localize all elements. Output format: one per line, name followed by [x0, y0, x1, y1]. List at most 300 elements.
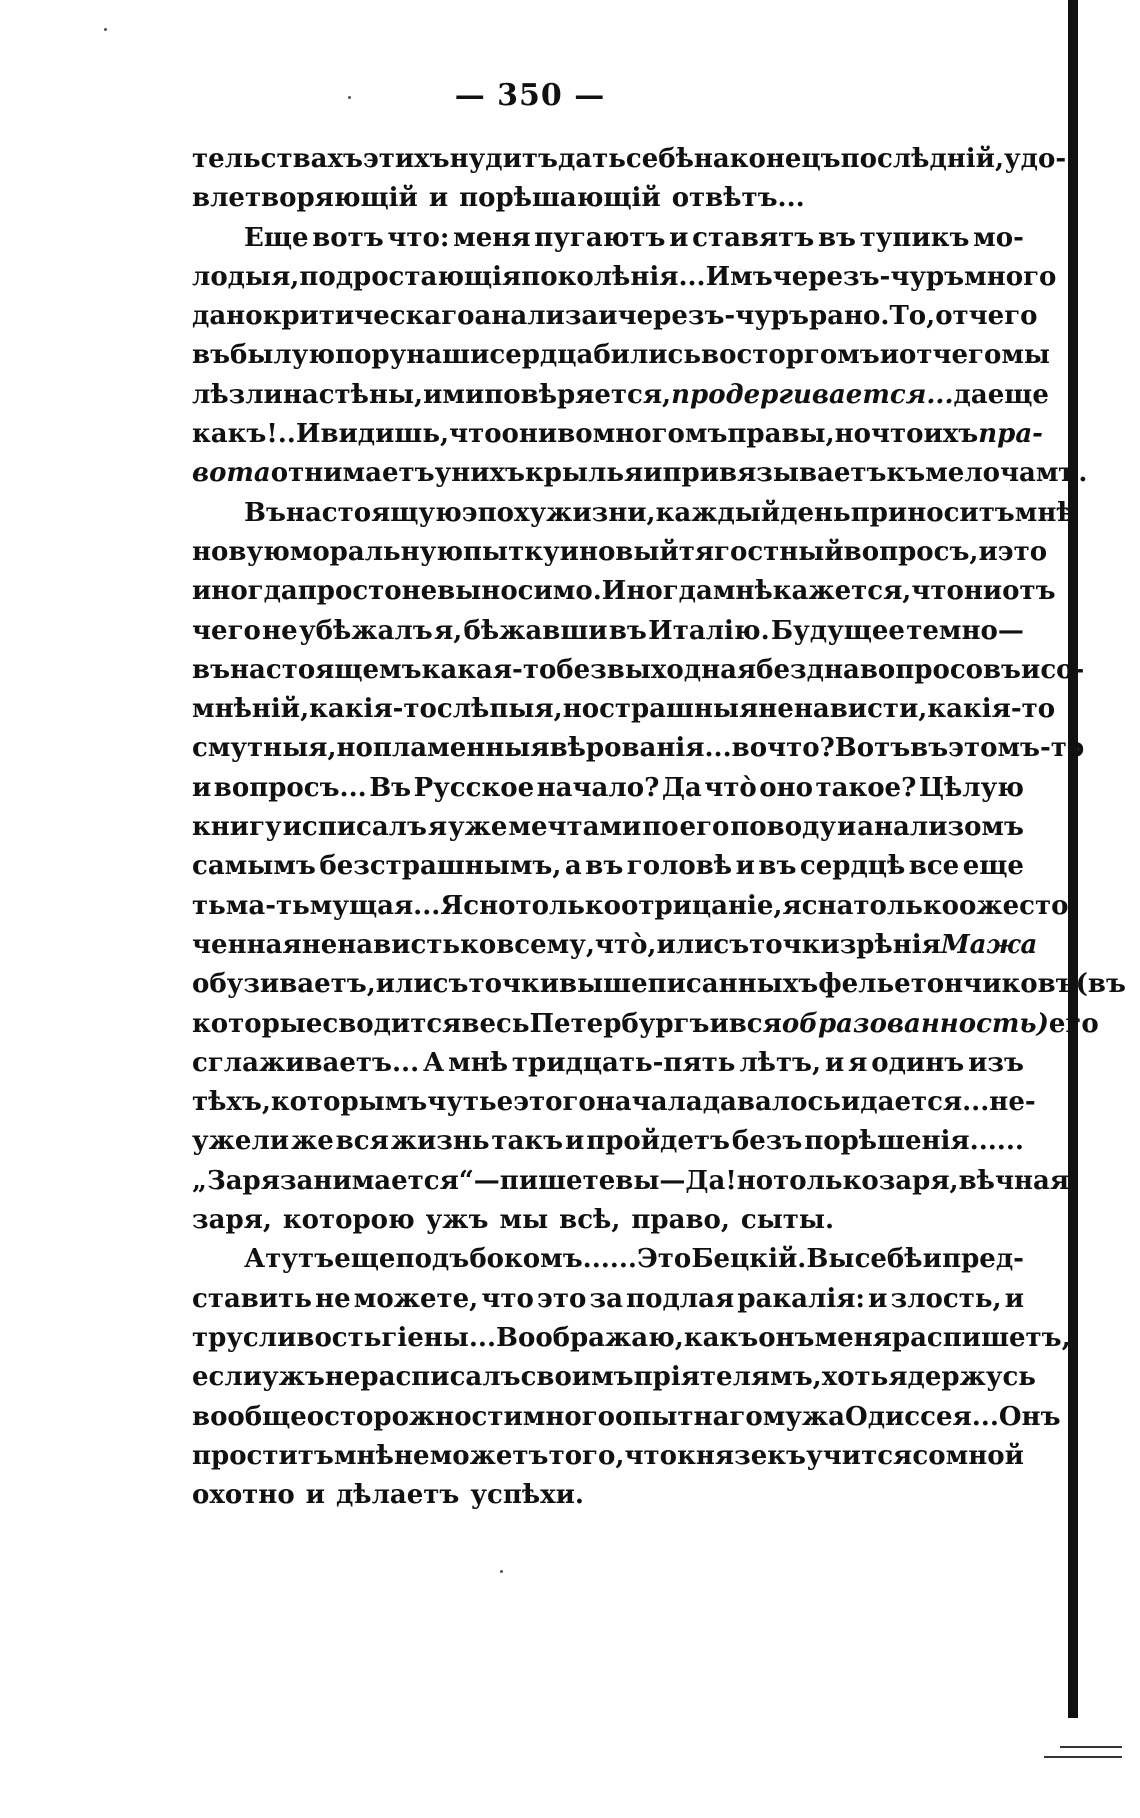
word: тягостный: [678, 536, 844, 567]
word: распишетъ,: [891, 1322, 1071, 1353]
word: Будущее: [770, 615, 905, 646]
word: и: [840, 1087, 861, 1118]
word: расписалъ: [360, 1362, 521, 1393]
word: пріятелямъ,: [633, 1362, 822, 1393]
text-line: [192, 1319, 1071, 1358]
word: Одиссея...: [845, 1401, 999, 1432]
word: а: [564, 851, 582, 882]
text-line: [192, 1398, 1061, 1437]
word: видишь,: [320, 419, 450, 450]
word: поколѣнія...: [521, 261, 706, 292]
word: поводу: [730, 812, 837, 843]
word: Бецкій.: [691, 1244, 807, 1275]
word: бокомъ......: [469, 1244, 637, 1275]
word: А: [423, 1047, 445, 1078]
word: повѣряется,: [484, 379, 672, 410]
word: бились: [593, 340, 702, 371]
word: еще: [987, 379, 1049, 410]
word: въ: [585, 851, 624, 882]
text-line: [192, 1201, 1024, 1240]
word: обузиваетъ,: [192, 969, 376, 1000]
word: и: [428, 183, 449, 214]
word: и: [1021, 654, 1041, 685]
text-line: [192, 612, 1024, 651]
scanned-page-edge-mark: [1044, 1756, 1122, 1758]
word: эпоху: [461, 497, 547, 528]
word: вся: [728, 1008, 782, 1039]
word: многоопытнаго: [522, 1401, 763, 1432]
word: и: [192, 772, 212, 803]
word: меня: [814, 1322, 892, 1353]
word: и: [559, 536, 579, 567]
word: себѣ: [854, 1244, 923, 1275]
word: подъ: [395, 1244, 470, 1275]
word: ченная: [192, 929, 302, 960]
word: мы: [1001, 340, 1050, 371]
word: которые: [192, 1008, 323, 1039]
word: вопросъ...: [213, 772, 367, 803]
word: каждый: [655, 497, 781, 528]
word: Вы: [806, 1244, 855, 1275]
word: тупикъ: [859, 222, 970, 253]
word: новую: [192, 536, 290, 567]
word: черезъ-чуръ: [617, 301, 809, 332]
word: заря,: [192, 1205, 272, 1236]
word: со: [912, 1440, 946, 1471]
body-text: [192, 140, 1126, 1515]
word: изъ: [968, 1047, 1024, 1078]
word: пытку: [463, 536, 560, 567]
text-line: [192, 140, 1067, 179]
word: „Заря: [192, 1165, 280, 1196]
word: не-: [989, 1087, 1036, 1118]
word: какая-то: [421, 654, 557, 685]
word: не: [315, 1283, 351, 1314]
word: страшныя: [599, 694, 759, 725]
text-line: [192, 1005, 1099, 1044]
word: безъ: [731, 1126, 803, 1157]
word: что: [911, 576, 964, 607]
word: пра-: [978, 419, 1043, 450]
word: наши: [406, 340, 490, 371]
word: бездна: [756, 654, 860, 685]
word: во: [731, 733, 768, 764]
word: весь: [461, 1008, 530, 1039]
word: того,: [548, 1440, 625, 1471]
word: самымъ: [192, 851, 316, 882]
word: фельетончиковъ: [818, 969, 1076, 1000]
word: тѣхъ,: [192, 1087, 271, 1118]
word: и: [836, 812, 857, 843]
word: невыносимо.: [401, 576, 602, 607]
word: оно: [759, 772, 813, 803]
word: книгу: [192, 812, 282, 843]
word: давалось: [702, 1087, 841, 1118]
word: Въ: [369, 772, 412, 803]
word: какія-то: [927, 694, 1056, 725]
word: отчего: [899, 340, 1002, 371]
word: Еще: [244, 222, 309, 253]
word: порѣшенія......: [804, 1126, 1024, 1157]
word: или: [375, 969, 433, 1000]
word: этихъ: [362, 144, 450, 174]
word: ставятъ: [692, 222, 815, 253]
word: безвыходная: [556, 654, 757, 685]
word: безстрашнымъ,: [319, 851, 562, 882]
word: проститъ: [192, 1440, 334, 1471]
text-line: [192, 808, 1024, 847]
word: ко: [460, 929, 497, 960]
word: не: [324, 1362, 361, 1393]
word: онъ: [758, 1322, 815, 1353]
word: въ: [910, 733, 949, 764]
word: образованность): [781, 1008, 1049, 1039]
word: сердца: [489, 340, 594, 371]
word: ракалія:: [737, 1283, 866, 1314]
word: сыты.: [740, 1205, 835, 1236]
word: что: [871, 419, 924, 450]
word: Это: [637, 1244, 692, 1275]
scanned-page-edge-mark: [1060, 1746, 1122, 1748]
word: Мажа: [940, 929, 1038, 960]
word: ихъ: [923, 419, 979, 450]
word: вся: [335, 1126, 389, 1157]
word: какія-то: [309, 694, 437, 725]
word: ими: [423, 379, 485, 410]
word: иногда: [192, 576, 298, 607]
word: только: [853, 890, 959, 921]
word: мужа: [762, 1401, 846, 1432]
word: вы—Да!: [615, 1165, 737, 1196]
word: его: [1048, 1008, 1099, 1039]
word: удо-: [1004, 144, 1067, 174]
word: осторожности: [306, 1401, 523, 1432]
word: мнѣ: [1014, 497, 1075, 528]
word: но: [834, 419, 872, 450]
scan-speck: [104, 28, 107, 31]
word: князекъ: [677, 1440, 806, 1471]
word: и: [868, 1283, 888, 1314]
word: ожесто-: [958, 890, 1080, 921]
word: день: [780, 497, 851, 528]
paragraph-first-line: [192, 494, 1075, 533]
word: Вотъ: [834, 733, 911, 764]
word: только: [515, 890, 622, 921]
word: но: [336, 733, 373, 764]
word: точки: [468, 969, 559, 1000]
word: моральную: [289, 536, 464, 567]
word: какъ: [683, 1322, 759, 1353]
word: исписалъ: [282, 812, 427, 843]
word: лѣтъ,: [739, 1047, 822, 1078]
word: тутъ: [265, 1244, 335, 1275]
text-line: [192, 415, 1043, 454]
word: жизнь: [390, 1126, 490, 1157]
word: мнѣ: [333, 1440, 394, 1471]
text-line: [192, 1083, 1036, 1122]
word: или: [656, 929, 714, 960]
word: точки: [749, 929, 840, 960]
word: если: [192, 1362, 262, 1393]
word: въ: [758, 851, 797, 882]
word: То,: [889, 301, 936, 332]
word: бѣжавши: [463, 615, 608, 646]
word: которою: [282, 1205, 415, 1236]
word: своимъ: [520, 1362, 634, 1393]
word: это: [537, 1283, 587, 1314]
word: вотъ: [312, 222, 384, 253]
word: и: [643, 458, 663, 489]
word: вѣрованія...: [549, 733, 732, 764]
word: новый: [578, 536, 679, 567]
word: и: [1004, 1283, 1024, 1314]
word: мо-: [973, 222, 1024, 253]
page-number: — 350 —: [454, 78, 606, 113]
word: но: [562, 694, 600, 725]
word: и: [922, 1244, 942, 1275]
word: тьма-тьмущая...: [192, 890, 441, 921]
word: порѣшающій: [459, 183, 661, 214]
text-line: [192, 1358, 1036, 1397]
word: этого: [513, 1087, 596, 1118]
word: пламенныя: [372, 733, 550, 764]
word: привязываетъ: [662, 458, 887, 489]
word: ясна: [782, 890, 854, 921]
word: (въ: [1075, 969, 1126, 1000]
word: на: [282, 379, 319, 410]
word: и: [824, 1047, 845, 1078]
word: это: [997, 536, 1048, 567]
word: и: [709, 1008, 729, 1039]
word: еще: [334, 1244, 396, 1275]
word: себѣ: [625, 144, 694, 174]
word: они: [501, 419, 558, 450]
word: черезъ-чуръ: [772, 261, 965, 292]
word: и: [978, 536, 998, 567]
word: заря,: [878, 1165, 959, 1196]
text-line: [192, 572, 1056, 611]
word: что:: [387, 222, 450, 253]
word: всему,: [496, 929, 595, 960]
word: Онъ: [998, 1401, 1061, 1432]
paragraph-first-line: [192, 1240, 1024, 1279]
word: Имъ: [705, 261, 773, 292]
word: ни: [963, 576, 1003, 607]
word: и: [565, 1126, 585, 1157]
word: подростающія: [299, 261, 522, 292]
word: я: [888, 1362, 908, 1393]
word: чутье: [427, 1087, 514, 1118]
word: къ: [886, 458, 926, 489]
word: во: [557, 419, 593, 450]
word: Въ: [244, 497, 286, 528]
word: вопросовъ: [859, 654, 1022, 685]
word: что?: [767, 733, 835, 764]
word: Ясно: [440, 890, 516, 921]
word: въ: [817, 222, 856, 253]
text-line: [192, 533, 1048, 572]
word: Петербургъ: [529, 1008, 710, 1039]
word: да: [953, 379, 988, 410]
word: тридцать-пять: [511, 1047, 736, 1078]
word: дано: [192, 301, 263, 332]
word: ставить: [192, 1283, 312, 1314]
scan-speck: [500, 1570, 503, 1573]
word: которымъ: [270, 1087, 428, 1118]
text-line: [192, 965, 1126, 1004]
word: убѣжалъ: [299, 615, 433, 646]
word: занимается“—пишете: [279, 1165, 616, 1196]
word: стѣны,: [318, 379, 424, 410]
word: что: [449, 419, 502, 450]
word: ужели: [192, 1126, 290, 1157]
word: гіены...: [381, 1322, 496, 1353]
word: сердцѣ: [799, 851, 906, 882]
word: отвѣтъ...: [671, 183, 805, 214]
word: и: [669, 222, 689, 253]
word: настоящемъ: [230, 654, 422, 685]
word: уже: [448, 812, 508, 843]
word: этомъ-то: [948, 733, 1085, 764]
word: одинъ: [871, 1047, 965, 1078]
word: трусливость: [192, 1322, 382, 1353]
word: охотно: [192, 1480, 295, 1511]
word: нихъ: [451, 458, 525, 489]
word: головѣ: [626, 851, 733, 882]
word: настоящую: [285, 497, 462, 528]
word: всѣ,: [559, 1205, 621, 1236]
word: мной: [945, 1440, 1024, 1471]
text-line: [192, 258, 1057, 297]
text-line: [192, 1437, 1024, 1476]
word: отъ: [1002, 576, 1056, 607]
word: Да: [661, 772, 702, 803]
word: анализа: [474, 301, 599, 332]
word: Цѣлую: [918, 772, 1024, 803]
word: злость,: [890, 1283, 1002, 1314]
text-line: [192, 690, 1056, 729]
word: вообще: [192, 1401, 307, 1432]
text-line: [192, 651, 1085, 690]
text-line: [192, 926, 1038, 965]
text-line: [192, 847, 1024, 886]
word: А: [244, 1244, 266, 1275]
word: пугаютъ: [534, 222, 666, 253]
word: что̀,: [594, 929, 657, 960]
word: ненависть: [301, 929, 461, 960]
word: лѣзли: [192, 379, 283, 410]
word: я: [427, 812, 448, 843]
word: тельствахъ: [192, 144, 363, 174]
word: дается...: [860, 1087, 990, 1118]
word: какъ!..: [192, 419, 296, 450]
word: отчего: [935, 301, 1038, 332]
word: и: [735, 851, 755, 882]
word: пред-: [942, 1244, 1024, 1275]
word: крылья: [525, 458, 644, 489]
word: мнѣ: [448, 1047, 509, 1078]
word: лодыя,: [192, 261, 300, 292]
word: ужъ: [262, 1362, 325, 1393]
word: зрѣнія: [839, 929, 941, 960]
word: хоть: [821, 1362, 889, 1393]
word: все: [908, 851, 960, 882]
word: за: [589, 1283, 623, 1314]
word: вопросъ,: [843, 536, 979, 567]
word: подлая: [626, 1283, 735, 1314]
word: въ: [192, 340, 231, 371]
text-line: [192, 1044, 1024, 1083]
word: не: [394, 1440, 430, 1471]
word: мнѣній,: [192, 694, 310, 725]
paragraph-first-line: [192, 219, 1024, 258]
word: мечтами: [508, 812, 642, 843]
text-line: [192, 1122, 1024, 1161]
word: темно—: [906, 615, 1024, 646]
word: учится: [806, 1440, 913, 1471]
word: я: [848, 1047, 868, 1078]
word: по: [642, 812, 679, 843]
word: я,: [433, 615, 463, 646]
word: много: [964, 261, 1057, 292]
word: вота: [192, 458, 271, 489]
word: былую: [230, 340, 336, 371]
word: такое?: [815, 772, 917, 803]
word: отнимаетъ: [270, 458, 435, 489]
word: въ: [192, 654, 231, 685]
word: мнѣ: [712, 576, 773, 607]
word: жизни,: [546, 497, 656, 528]
word: не: [262, 615, 298, 646]
word: послѣдній,: [840, 144, 1005, 174]
text-line: [192, 887, 1080, 926]
word: держусь: [907, 1362, 1036, 1393]
word: вышеписанныхъ: [559, 969, 819, 1000]
word: и: [879, 340, 900, 371]
word: начало?: [536, 772, 660, 803]
word: ужъ: [425, 1205, 489, 1236]
word: что: [624, 1440, 677, 1471]
word: мы: [499, 1205, 549, 1236]
word: чего: [192, 615, 261, 646]
word: но: [736, 1165, 774, 1196]
word: начала: [595, 1087, 703, 1118]
word: съ: [432, 969, 469, 1000]
word: просто: [297, 576, 402, 607]
word: многомъ: [592, 419, 728, 450]
word: въ: [608, 615, 647, 646]
word: и: [305, 1480, 325, 1511]
word: такъ: [491, 1126, 564, 1157]
word: еще: [962, 851, 1024, 882]
word: дѣлаетъ: [335, 1480, 460, 1511]
text-line: [192, 336, 1050, 375]
word: критическаго: [262, 301, 475, 332]
text-line: [192, 376, 1049, 415]
word: вѣчная: [958, 1165, 1070, 1196]
word: восторгомъ: [701, 340, 880, 371]
word: Иногда: [601, 576, 713, 607]
word: пору: [335, 340, 407, 371]
word: ненависти,: [758, 694, 928, 725]
word: и: [598, 301, 618, 332]
word: правы,: [727, 419, 835, 450]
word: его: [679, 812, 730, 843]
word: кажется,: [772, 576, 912, 607]
word: со-: [1040, 654, 1085, 685]
word: Русское: [413, 772, 535, 803]
word: наконецъ: [693, 144, 841, 174]
